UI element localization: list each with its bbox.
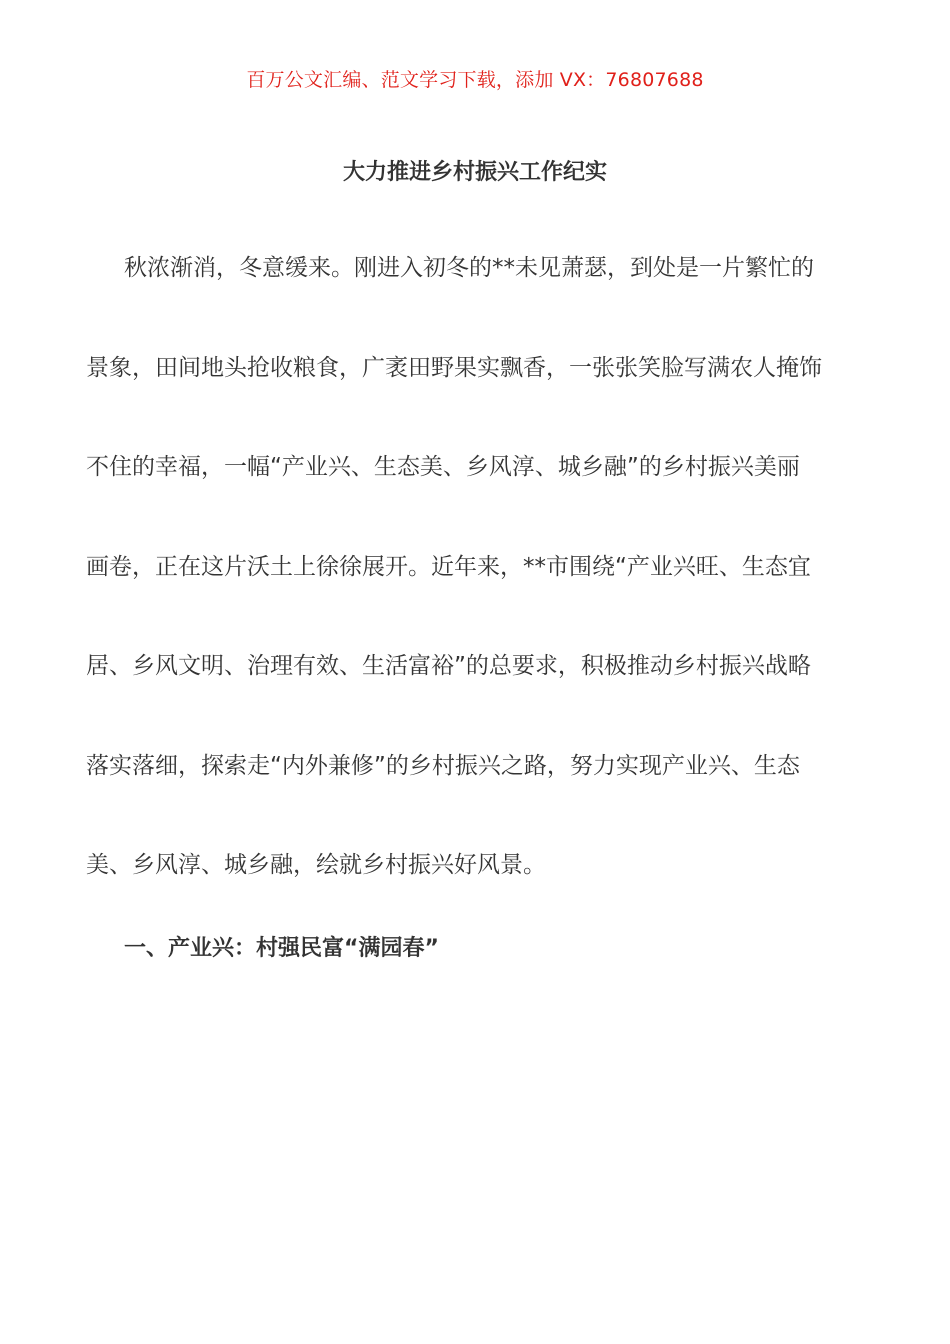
paragraph-line: 秋浓渐消，冬意缓来。刚进入初冬的**未见萧瑟，到处是一片繁忙的 (124, 255, 814, 281)
paragraph-line: 景象，田间地头抢收粮食，广袤田野果实飘香，一张张笑脸写满农人掩饰 (86, 354, 822, 381)
paragraph-line: 画卷，正在这片沃土上徐徐展开。近年来，**市围绕“产业兴旺、生态宜 (86, 553, 811, 580)
document-title: 大力推进乡村振兴工作纪实 (342, 160, 607, 185)
section-heading: 一、产业兴：村强民富“满园春” (124, 936, 439, 961)
paragraph-line: 美、乡风淳、城乡融，绘就乡村振兴好风景。 (86, 852, 546, 878)
body-paragraph (86, 219, 866, 916)
paragraph-line: 不住的幸福，一幅“产业兴、生态美、乡风淳、城乡融”的乡村振兴美丽 (86, 454, 800, 480)
header-note: 百万公文汇编、范文学习下载，添加 VX：76807688 (246, 69, 704, 91)
paragraph-line: 居、乡风文明、治理有效、生活富裕”的总要求，积极推动乡村振兴战略 (86, 653, 811, 679)
paragraph-line: 落实落细，探索走“内外兼修”的乡村振兴之路，努力实现产业兴、生态 (86, 752, 800, 779)
